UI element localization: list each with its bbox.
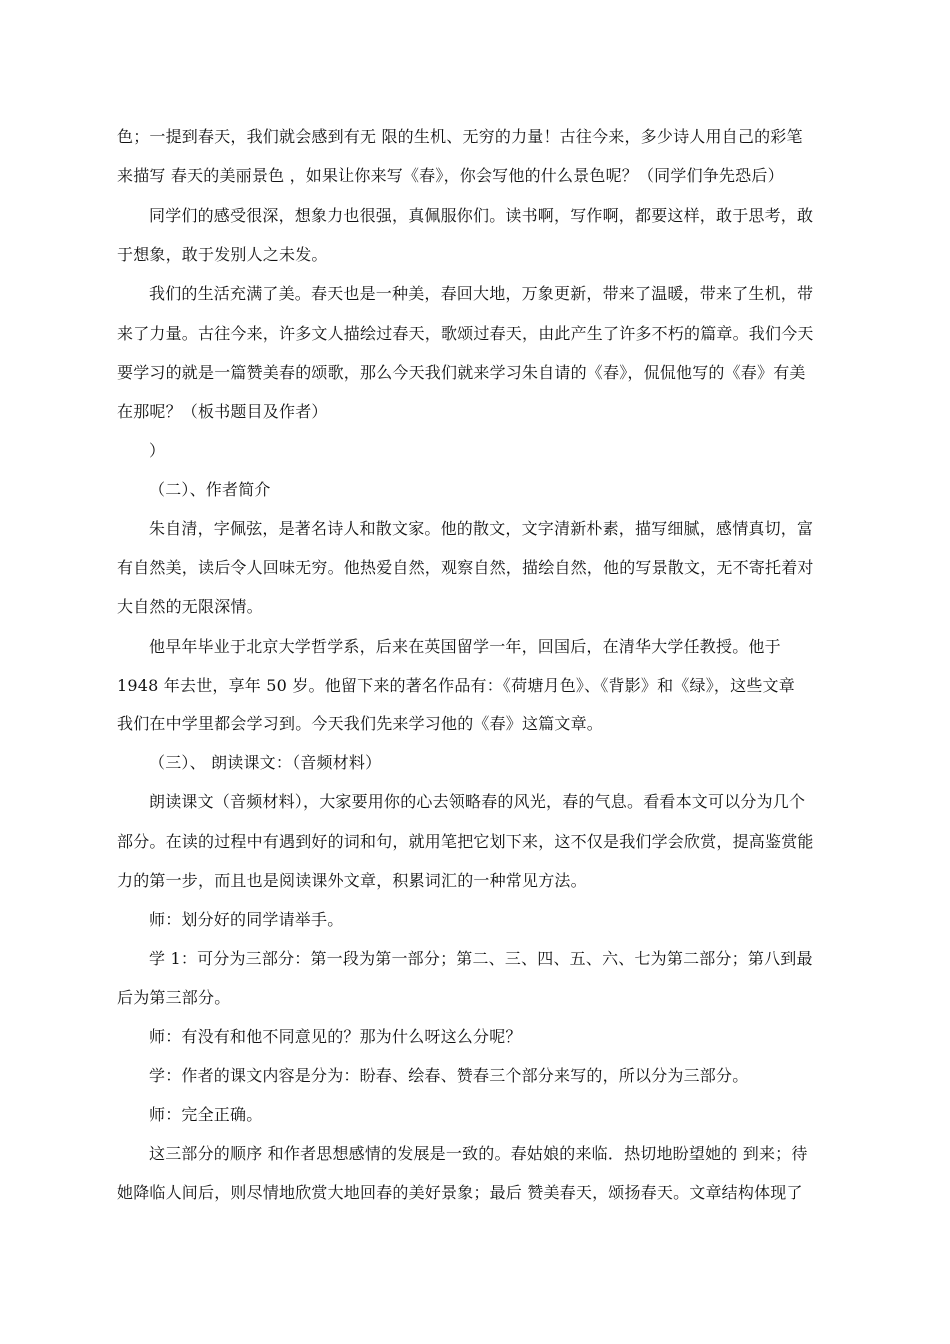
text-line: 要学习的就是一篇赞美春的颂歌，那么今天我们就来学习朱自请的《春》，侃侃他写的《春》有美 xyxy=(117,363,806,382)
text-line: 朗读课文（音频材料），大家要用你的心去领略春的风光，春的气息。看看本文可以分为几个 xyxy=(149,792,806,811)
text-line: 1948 年去世，享年 50 岁。他留下来的著名作品有：《荷塘月色》、《背影》和《绿》，这些文章 xyxy=(117,676,795,695)
text-line: 这三部分的顺序 和作者思想感情的发展是一致的。春姑娘的来临．热切地盼望她的 到来；待 xyxy=(149,1144,808,1163)
text-line: 学：作者的课文内容是分为：盼春、绘春、赞春三个部分来写的，所以分为三部分。 xyxy=(149,1066,749,1085)
text-line: 来了力量。古往今来，许多文人描绘过春天，歌颂过春天，由此产生了许多不朽的篇章。我们今天 xyxy=(117,324,814,343)
text-line: 后为第三部分。 xyxy=(117,988,231,1007)
text-line: 有自然美，读后令人回味无穷。他热爱自然，观察自然，描绘自然，他的写景散文，无不寄托着对 xyxy=(117,558,814,577)
text-line: 师：划分好的同学请举手。 xyxy=(149,910,344,929)
text-line: 师：完全正确。 xyxy=(149,1105,263,1124)
text-line: ） xyxy=(149,441,166,460)
text-line: 师：有没有和他不同意见的？那为什么呀这么分呢？ xyxy=(149,1027,522,1046)
text-line: 来描写 春天的美丽景色 ，如果让你来写《春》，你会写他的什么景色呢？（同学们争先恐后） xyxy=(117,166,784,185)
text-line: 我们在中学里都会学习到。今天我们先来学习他的《春》这篇文章。 xyxy=(117,714,604,733)
text-line: 力的第一步，而且也是阅读课外文章，积累词汇的一种常见方法。 xyxy=(117,871,587,890)
text-line: 大自然的无限深情。 xyxy=(117,597,263,616)
section-heading: （二）、作者简介 xyxy=(149,480,271,499)
text-line: 学 1：可分为三部分：第一段为第一部分；第二、三、四、五、六、七为第二部分；第八到最 xyxy=(149,949,813,968)
text-line: 色；一提到春天，我们就会感到有无 限的生机、无穷的力量！古往今来，多少诗人用自己的彩笔 xyxy=(117,127,803,146)
text-line: 于想象，敢于发别人之未发。 xyxy=(117,245,328,264)
text-line: 朱自清，字佩弦，是著名诗人和散文家。他的散文，文字清新朴素，描写细腻，感情真切，富 xyxy=(149,519,814,538)
text-line: 同学们的感受很深，想象力也很强，真佩服你们。读书啊，写作啊，都要这样，敢于思考，敢 xyxy=(149,206,814,225)
section-heading: （三）、 朗读课文：（音频材料） xyxy=(149,753,382,772)
text-line: 我们的生活充满了美。春天也是一种美，春回大地，万象更新，带来了温暖，带来了生机，带 xyxy=(149,284,814,303)
text-line: 她降临人间后，则尽情地欣赏大地回春的美好景象；最后 赞美春天，颂扬春天。文章结构体现了 xyxy=(117,1183,803,1202)
text-line: 部分。在读的过程中有遇到好的词和句，就用笔把它划下来，这不仅是我们学会欣赏，提高鉴赏能 xyxy=(117,832,814,851)
text-line: 在那呢？（板书题目及作者） xyxy=(117,402,328,421)
text-line: 他早年毕业于北京大学哲学系，后来在英国留学一年，回国后，在清华大学任教授。他于 xyxy=(149,637,781,656)
